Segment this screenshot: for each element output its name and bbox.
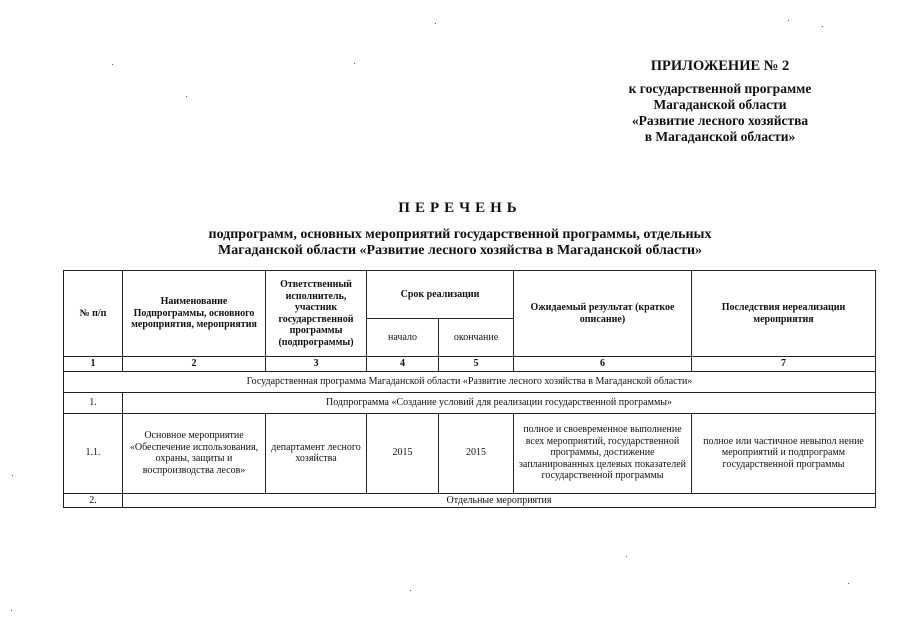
scan-speck [112, 64, 113, 65]
item-result: полное и своевременное выполнение всех мероприятий, государственной программы, достижение запланированных целевых показателей государственной программы [514, 413, 692, 493]
column-number: 1 [64, 357, 123, 372]
scan-speck [848, 583, 849, 584]
header-start: начало [367, 319, 439, 357]
column-numbers-row [64, 357, 876, 372]
scan-speck [186, 96, 187, 97]
header-end: окончание [439, 319, 514, 357]
program-title: Государственная программа Магаданской области «Развитие лесного хозяйства в Магаданской области» [64, 371, 876, 392]
program-row [64, 371, 876, 392]
scan-speck [626, 556, 627, 557]
item-num: 1.1. [64, 413, 123, 493]
header-name: Наименование Подпрограммы, основного мероприятия, мероприятия [123, 271, 266, 357]
column-number: 4 [367, 357, 439, 372]
item-name: Основное мероприятие «Обеспечение использования, охраны, защиты и воспроизводства лесов» [123, 413, 266, 493]
appendix-block [560, 58, 880, 145]
section-title: Отдельные мероприятия [123, 493, 876, 508]
section-num: 2. [64, 493, 123, 508]
header-consequences: Последствия нереализации мероприятия [692, 271, 876, 357]
header-row-1 [64, 271, 876, 319]
document-subtitle-line-1: подпрограмм, основных мероприятий государственной программы, отдельных [208, 227, 712, 242]
appendix-line-2: Магаданской области [653, 97, 787, 112]
header-period: Срок реализации [367, 271, 514, 319]
appendix-title: ПРИЛОЖЕНИЕ № 2 [650, 58, 790, 74]
header-responsible: Ответственный исполнитель, участник государственной программы (подпрограммы) [266, 271, 367, 357]
document-title: ПЕРЕЧЕНЬ [398, 200, 522, 216]
column-number: 3 [266, 357, 367, 372]
appendix-line-1: к государственной программе [628, 81, 812, 96]
scan-speck [410, 590, 411, 591]
scan-speck [435, 23, 436, 24]
column-number: 2 [123, 357, 266, 372]
item-end: 2015 [439, 413, 514, 493]
scan-speck [354, 63, 355, 64]
document-heading [120, 200, 800, 259]
column-number: 5 [439, 357, 514, 372]
header-result: Ожидаемый результат (краткое описание) [514, 271, 692, 357]
header-num: № п/п [64, 271, 123, 357]
subprogram-num: 1. [64, 392, 123, 413]
item-responsible: департамент лесного хозяйства [266, 413, 367, 493]
item-row [64, 413, 876, 493]
document-subtitle-line-2: Магаданской области «Развитие лесного хозяйства в Магаданской области» [217, 243, 703, 258]
scan-speck [12, 475, 13, 476]
scan-speck [788, 20, 789, 21]
item-consequences: полное или частичное невыпол нение мероприятий и подпрограмм государственной программы [692, 413, 876, 493]
column-number: 7 [692, 357, 876, 372]
program-table [63, 270, 876, 508]
section-row [64, 493, 876, 508]
scan-speck [822, 26, 823, 27]
column-number: 6 [514, 357, 692, 372]
subprogram-title: Подпрограмма «Создание условий для реализации государственной программы» [123, 392, 876, 413]
appendix-line-4: в Магаданской области» [644, 129, 796, 144]
subprogram-row [64, 392, 876, 413]
item-start: 2015 [367, 413, 439, 493]
scan-speck [11, 610, 12, 611]
appendix-line-3: «Развитие лесного хозяйства [631, 113, 809, 128]
